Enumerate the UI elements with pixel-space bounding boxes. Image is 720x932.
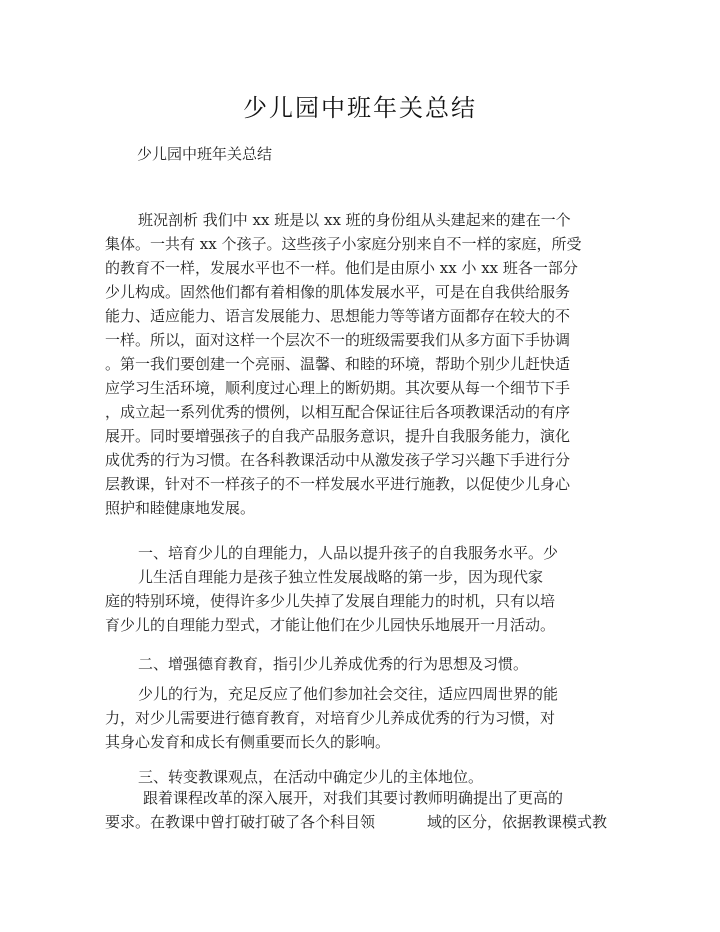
text-line: 庭的特别环境，使得许多少儿失掉了发展自理能力的时机，只有以培: [105, 592, 556, 610]
text-line: 成优秀的行为习惯。在各科教课活动中从激发孩子学习兴趣下手进行分: [105, 451, 571, 469]
text-line: ，成立起一系列优秀的惯例，以相互配合保证往后各项教课活动的有序: [105, 403, 571, 421]
text-line: 班况剖析 我们中 xx 班是以 xx 班的身份组从头建起来的建在一个: [138, 211, 571, 229]
text-fragment: 要求。在教课中曾打破打破了各个科目领: [105, 813, 376, 831]
text-line: 照护和睦健康地发展。: [105, 499, 256, 517]
text-line: 集体。一共有 xx 个孩子。这些孩子小家庭分别来自不一样的家庭，所受: [105, 235, 582, 253]
text-line: 展开。同时要增强孩子的自我产品服务意识，提升自我服务能力，演化: [105, 427, 571, 445]
text-line: 育少儿的自理能力型式，才能让他们在少儿园快乐地展开一月活动。: [105, 616, 556, 634]
section-heading-line: 三、转变教课观点，在活动中确定少儿的主体地位。: [138, 768, 484, 786]
paragraph-curriculum-reform: [105, 786, 607, 834]
document-subtitle: 少儿园中班年关总结: [137, 145, 273, 163]
text-line: 力，对少儿需要进行德育教育，对培育少儿养成优秀的行为习惯，对: [105, 709, 556, 727]
page-title: 少儿园中班年关总结: [243, 94, 477, 122]
text-line: 层教课，针对不一样孩子的不一样发展水平进行施教，以促使少儿身心: [105, 475, 571, 493]
text-fragment: 域的区分，依据教课模式教: [427, 813, 608, 831]
text-line: 儿生活自理能力是孩子独立性发展战略的第一步，因为现代家: [138, 568, 544, 586]
text-line-split: [105, 810, 607, 834]
text-line: 少儿的行为，充足反应了他们参加社会交往，适应四周世界的能: [138, 685, 559, 703]
section-heading-line: 二、增强德育教育，指引少儿养成优秀的行为思想及习惯。: [138, 655, 529, 673]
text-line: 的教育不一样，发展水平也不一样。他们是由原小 xx 小 xx 班各一部分: [105, 259, 578, 277]
paragraph-class-analysis: [105, 208, 581, 520]
text-line: 少儿构成。固然他们都有着相像的肌体发展水平，可是在自我供给服务: [105, 283, 571, 301]
text-line: 。第一我们要创建一个亮丽、温馨、和睦的环境，帮助个别少儿赶快适: [105, 355, 571, 373]
text-line: 应学习生活环境，顺利度过心理上的断奶期。其次要从每一个细节下手: [105, 379, 571, 397]
text-line: 跟着课程改革的深入展开，对我们其要讨教师明确提出了更高的: [143, 789, 564, 807]
paragraph-self-care: [105, 541, 558, 637]
text-line: 一样。所以，面对这样一个层次不一的班级需要我们从多方面下手协调: [105, 331, 571, 349]
paragraph-behavior: [105, 682, 558, 754]
text-line: 能力、适应能力、语言发展能力、思想能力等等诸方面都存在较大的不: [105, 307, 571, 325]
section-heading-moral-education: [105, 652, 528, 676]
section-heading-line: 一、培育少儿的自理能力，人品以提升孩子的自我服务水平。少: [138, 544, 559, 562]
text-line: 其身心发育和成长有侧重要而长久的影响。: [105, 733, 391, 751]
